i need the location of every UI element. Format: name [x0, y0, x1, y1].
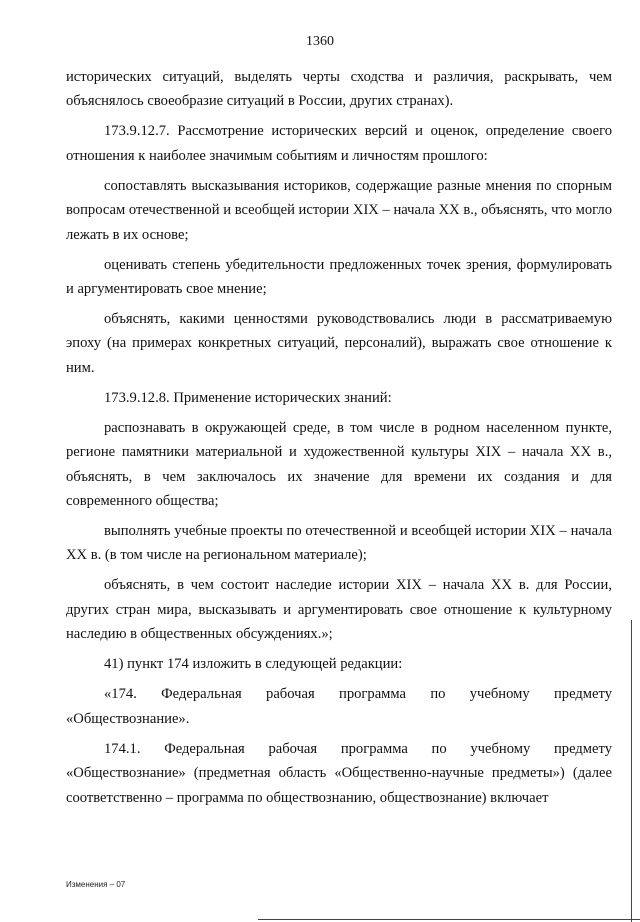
paragraph: «174. Федеральная рабочая программа по учебному предмету «Обществознание». — [66, 686, 612, 727]
paragraph: 173.9.12.7. Рассмотрение исторических версий и оценок, определение своего отношения к наиболее значимым событиям и личностям прошлого: — [66, 123, 612, 164]
paragraph: 41) пункт 174 изложить в следующей редакции: — [104, 656, 403, 673]
scan-edge-line-right — [631, 620, 632, 922]
paragraph: объяснять, какими ценностями руководствовались люди в рассматриваемую эпоху (на примерах конкретных ситуаций, персоналий), выражать свое отношение к ним. — [66, 311, 612, 376]
paragraph: объяснять, в чем состоит наследие истории XIX – начала XX в. для России, других стран мира, высказывать и аргументировать свое отношение к культурному наследию в общественных обсуждениях.»; — [66, 577, 612, 643]
page-number: 1360 — [306, 34, 334, 49]
paragraph: сопоставлять высказывания историков, содержащие разные мнения по спорным вопросам отечественной и всеобщей истории XIX – начала XX в., объяснять, что могло лежать в их основе; — [66, 177, 612, 243]
body-text — [66, 65, 612, 816]
footer-note: Изменения – 07 — [66, 880, 126, 889]
paragraph: оценивать степень убедительности предложенных точек зрения, формулировать и аргументировать свое мнение; — [66, 256, 612, 298]
scan-edge-line-bottom — [258, 919, 640, 920]
paragraph: 173.9.12.8. Применение исторических знаний: — [104, 389, 392, 406]
paragraph: выполнять учебные проекты по отечественной и всеобщей истории XIX – начала XX в. (в том числе на региональном материале); — [66, 523, 612, 564]
paragraph: исторических ситуаций, выделять черты сходства и различия, раскрывать, чем объяснялось своеобразие ситуаций в России, других странах). — [66, 69, 612, 110]
paragraph: распознавать в окружающей среде, в том числе в родном населенном пункте, регионе памятники материальной и художественной культуры XIX – начала XX в., объяснять, в чем заключалось их значение для времени их создания и для современного общества; — [66, 419, 612, 510]
paragraph: 174.1. Федеральная рабочая программа по учебному предмету «Обществознание» (предметная область «Общественно-научные предметы») (далее соответственно – программа по обществознанию, обществознание) включает — [66, 740, 612, 806]
